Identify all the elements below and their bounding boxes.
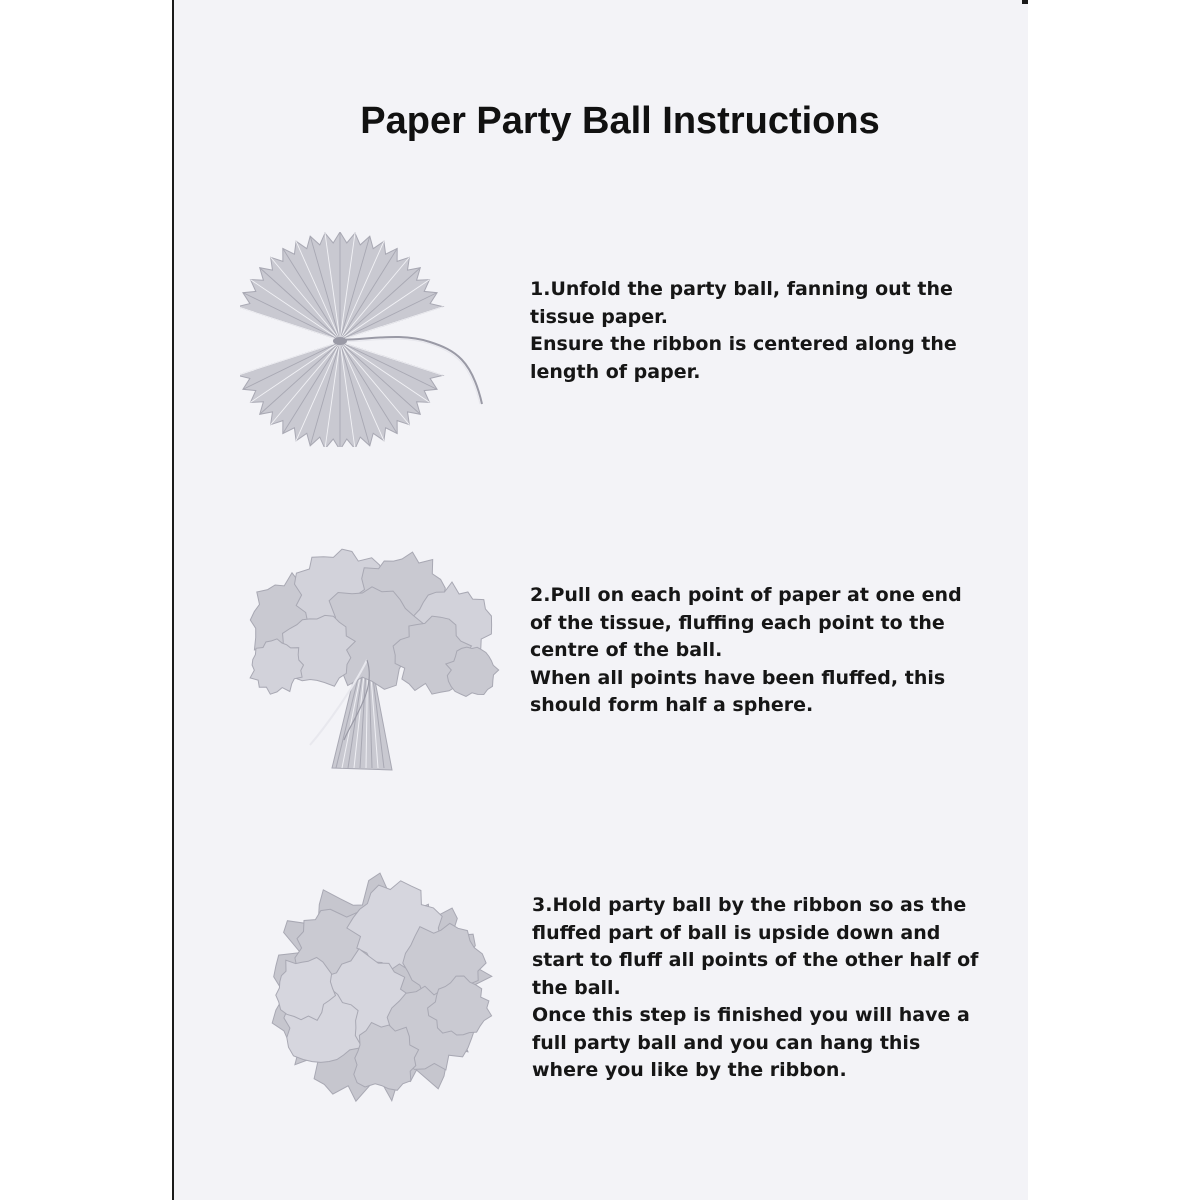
half-sphere-illustration [232, 540, 512, 780]
step-2-line: 2.Pull on each point of paper at one end [530, 584, 962, 606]
step-2-line: of the tissue, fluffing each point to the [530, 611, 945, 634]
step-3-line: full party ball and you can hang this [532, 1031, 921, 1054]
step-1-line: Ensure the ribbon is centered along the [530, 333, 957, 355]
step-3-text [532, 892, 978, 1085]
step-2-line: centre of the ball. [530, 639, 723, 661]
step-2-line: When all points have been fluffed, this [530, 666, 946, 689]
step-3-line: where you like by the ribbon. [532, 1059, 847, 1081]
step-3-line: the ball. [532, 976, 621, 999]
unfolded-fan-illustration [240, 232, 490, 447]
step-1-text [530, 276, 957, 386]
step-3-line: fluffed part of ball is upside down and [532, 921, 941, 944]
step-2-text [530, 582, 962, 720]
step-1-line: length of paper. [530, 360, 701, 383]
step-3-line: start to fluff all points of the other half of [532, 949, 979, 971]
scan-edge-mark [1022, 0, 1028, 4]
step-3-line: 3.Hold party ball by the ribbon so as the [532, 894, 967, 916]
step-1-line: 1.Unfold the party ball, fanning out the [530, 278, 953, 300]
step-3-line: Once this step is finished you will have a [532, 1004, 970, 1026]
full-pom-pom-illustration [245, 868, 515, 1108]
step-2-line: should form half a sphere. [530, 694, 814, 716]
step-1-line: tissue paper. [530, 305, 669, 328]
document-title: Paper Party Ball Instructions [360, 100, 880, 142]
